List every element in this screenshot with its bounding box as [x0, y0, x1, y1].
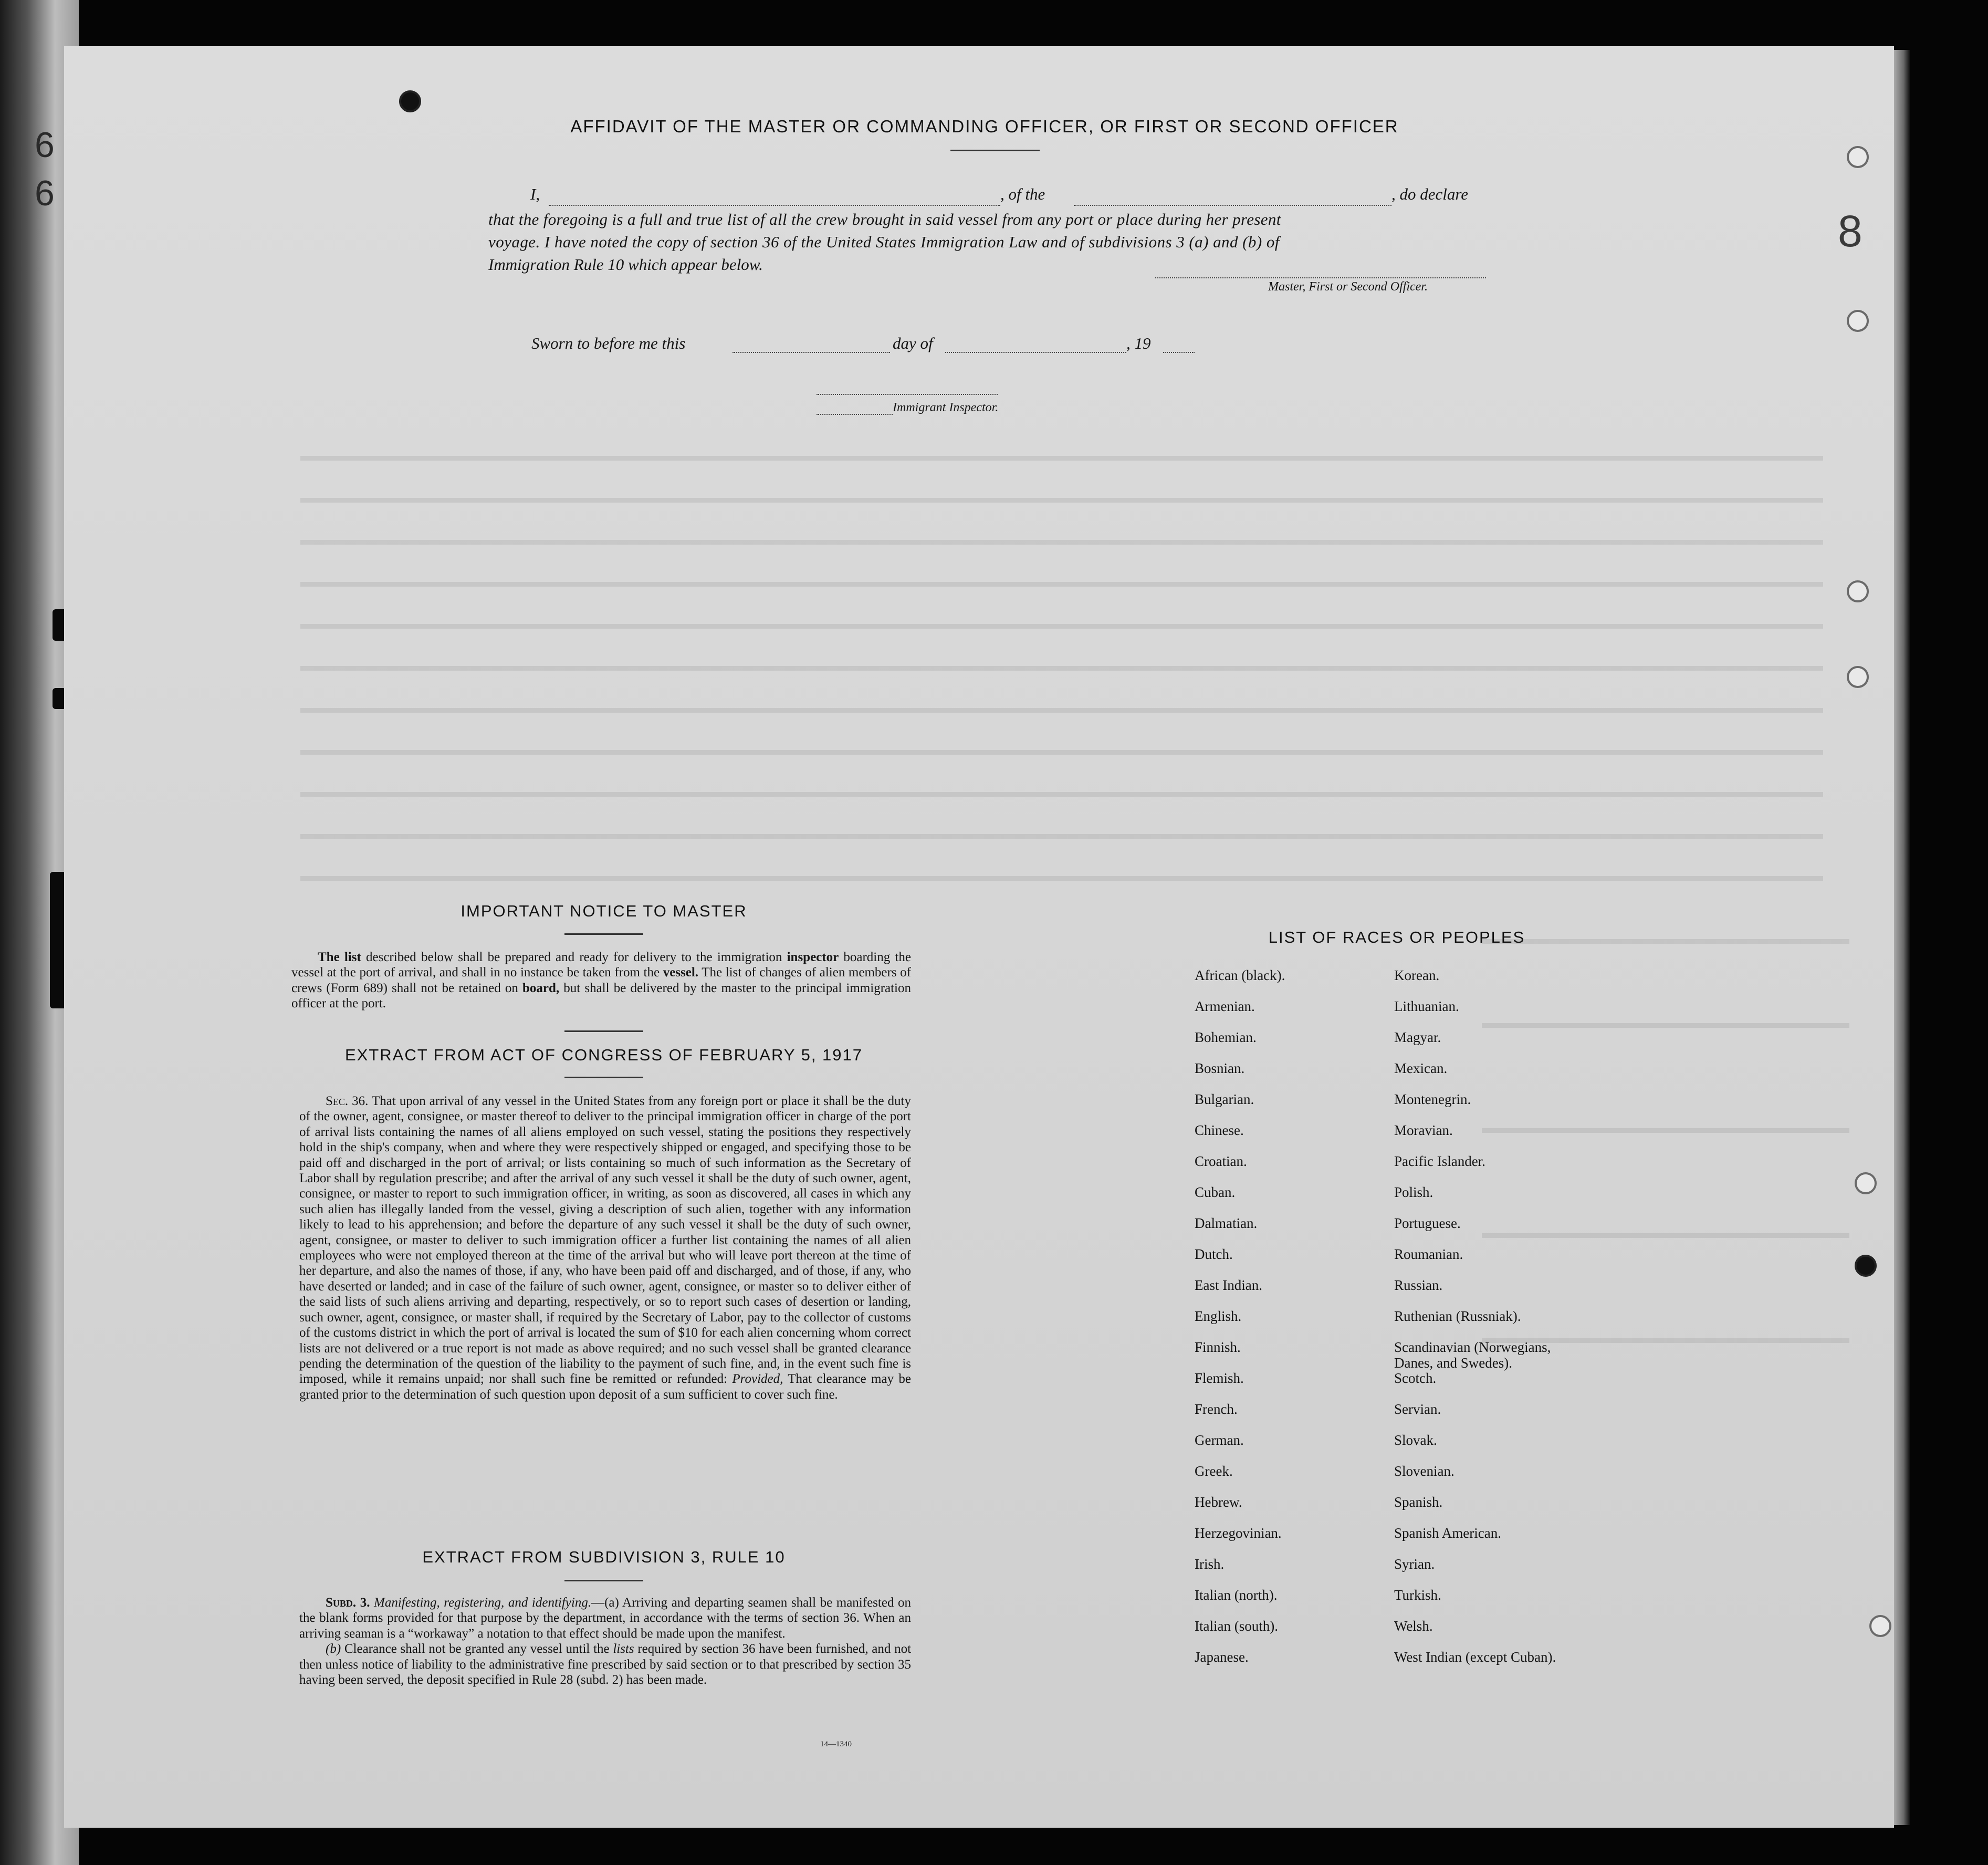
race-item: Slovak.	[1394, 1432, 1437, 1448]
race-item: Servian.	[1394, 1401, 1441, 1417]
race-item: Scotch.	[1394, 1370, 1437, 1386]
affidavit-declare: , do declare	[1391, 185, 1469, 203]
sworn-day-of: day of	[893, 334, 933, 352]
affidavit-of-the: , of the	[1000, 185, 1045, 203]
race-item: Chinese.	[1195, 1122, 1244, 1138]
rule-title: EXTRACT FROM SUBDIVISION 3, RULE 10	[422, 1548, 786, 1566]
race-item: German.	[1195, 1432, 1244, 1448]
bleed-through	[300, 666, 1823, 671]
race-item: Syrian.	[1394, 1556, 1435, 1572]
inspector-blank[interactable]	[817, 394, 998, 395]
race-item: Moravian.	[1394, 1122, 1453, 1138]
race-item: Bosnian.	[1195, 1060, 1245, 1076]
act-body: Sec. 36. That upon arrival of any vessel in the United States from any foreign port or place it shall be the duty of the owner, agent, consignee, or master thereof to deliver to the principal immigration officer in charge of the port of arrival lists containing the names of all aliens employed on such vessel, stating the positions they respectively hold in the ship's company, when and where they were respectively shipped or engaged, and specifying those to be paid off and discharged in the port of arrival; or lists containing so much of such information as the Secretary of Labor shall by regulation prescribe; and after the arrival of any such vessel it shall be the duty of such owner, agent, consignee, or master to report to such immigration officer, in writing, as soon as discovered, all cases in which any such alien has illegally landed from the vessel, giving a description of such alien, together with any information likely to lead to his apprehension; and before the departure of any such vessel it shall be the duty of such owner, agent, consignee, or master to deliver to such immigration officer a further list containing the names of all alien employees who were not employed thereon at the time of the arrival but who will leave port thereon at the time of her departure, and also the names of those, if any, who have been paid off and discharged, and of those, if any, who have deserted or landed; and in case of the failure of such owner, agent, consignee, or master so to deliver either of the said lists of such aliens arriving and departing, respectively, or so to report such cases of desertion or landing, such owner, agent, consignee, or master shall, if required by the Secretary of Labor, pay to the collector of customs of the customs district in which the port of arrival is located the sum of $10 for each alien concerning whom correct lists are not delivered or a true report is not made as above required; and no such vessel shall be granted clearance pending the determination of the question of the liability to the payment of such fine, and, in the event such fine is imposed, while it remains unpaid; nor shall such fine be remitted or refunded: Provided, That clearance may be granted prior to the determination of such question upon deposit of a sum sufficient to cover such fine.	[299, 1094, 911, 1402]
bleed-through	[300, 750, 1823, 755]
sworn-month-blank[interactable]	[945, 352, 1126, 353]
race-item: Bohemian.	[1195, 1029, 1257, 1045]
affidavit-line-2: that the foregoing is a full and true list of all the crew brought in said vessel from any port or place during her present	[488, 210, 1281, 228]
act-bottom-rule	[564, 1077, 643, 1078]
race-item: Italian (north).	[1195, 1587, 1278, 1603]
race-item: Mexican.	[1394, 1060, 1448, 1076]
bleed-through	[300, 792, 1823, 797]
bleed-through	[300, 708, 1823, 713]
race-item: Polish.	[1394, 1184, 1434, 1200]
punch-hole	[399, 90, 421, 112]
punch-hole	[1855, 1172, 1877, 1194]
race-item: Croatian.	[1195, 1153, 1247, 1169]
act-title: EXTRACT FROM ACT OF CONGRESS OF FEBRUARY 5, 1917	[344, 1046, 863, 1064]
race-item: Welsh.	[1394, 1618, 1433, 1634]
signature-caption: Master, First or Second Officer.	[1268, 280, 1428, 294]
right-margin-number: 8	[1838, 206, 1863, 256]
race-item: Spanish.	[1394, 1494, 1443, 1510]
bleed-through	[300, 456, 1823, 461]
left-margin-marks: 6 6	[35, 125, 55, 213]
race-item: Scandinavian (Norwegians, Danes, and Swedes).	[1394, 1339, 1551, 1371]
bleed-through	[300, 834, 1823, 839]
race-item: Roumanian.	[1394, 1246, 1463, 1262]
bleed-through	[300, 582, 1823, 587]
sworn-prefix: Sworn to before me this	[531, 334, 686, 352]
race-item: Ruthenian (Russniak).	[1394, 1308, 1521, 1324]
punch-hole	[1847, 666, 1869, 688]
race-item: Japanese.	[1195, 1649, 1249, 1665]
bleed-through	[300, 876, 1823, 881]
notice-title: IMPORTANT NOTICE TO MASTER	[461, 902, 747, 920]
title-rule	[950, 150, 1040, 151]
race-item: Lithuanian.	[1394, 998, 1459, 1014]
signature-blank[interactable]	[1155, 277, 1486, 278]
race-item: Magyar.	[1394, 1029, 1441, 1045]
inspector-caption: Immigrant Inspector.	[893, 401, 999, 414]
race-item: East Indian.	[1195, 1277, 1262, 1293]
race-item: Armenian.	[1195, 998, 1255, 1014]
rule-body: Subd. 3. Manifesting, registering, and identifying.—(a) Arriving and departing seamen shall be manifested on the blank forms provided for that purpose by the department, in accordance with the terms of section 36. When an arriving seaman is a “workaway” a notation to that effect should be made upon the manifest. (b) Clearance shall not be granted any vessel until the lists required by section 36 have been furnished, and not then unless notice of liability to the administrative fine prescribed by said section or to that prescribed by section 35 having been served, the deposit specified in Rule 28 (subd. 2) has been made.	[299, 1596, 912, 1687]
punch-hole	[1847, 146, 1869, 168]
race-item: Irish.	[1195, 1556, 1225, 1572]
race-item: French.	[1195, 1401, 1238, 1417]
inspector-blank-2[interactable]	[817, 414, 893, 415]
page-stack-edge	[1894, 50, 1910, 1825]
affidavit-title: AFFIDAVIT OF THE MASTER OR COMMANDING OFFICER, OR FIRST OR SECOND OFFICER	[570, 117, 1399, 136]
punch-hole	[1869, 1615, 1891, 1637]
race-item: Russian.	[1394, 1277, 1443, 1293]
bleed-through	[300, 498, 1823, 503]
bleed-through	[1482, 1233, 1849, 1238]
punch-hole	[1847, 580, 1869, 602]
race-item: Cuban.	[1195, 1184, 1236, 1200]
race-item: Bulgarian.	[1195, 1091, 1254, 1107]
race-item: Finnish.	[1195, 1339, 1241, 1355]
race-item: Slovenian.	[1394, 1463, 1455, 1479]
bleed-through	[300, 624, 1823, 629]
vessel-blank[interactable]	[1074, 205, 1391, 206]
affidavit-line-4: Immigration Rule 10 which appear below.	[488, 255, 763, 274]
race-item: West Indian (except Cuban).	[1394, 1649, 1556, 1665]
race-item: Pacific Islander.	[1394, 1153, 1485, 1169]
race-item: Montenegrin.	[1394, 1091, 1471, 1107]
race-item: Flemish.	[1195, 1370, 1244, 1386]
race-item: Greek.	[1195, 1463, 1233, 1479]
affidavit-line-3: voyage. I have noted the copy of section 36 of the United States Immigration Law and of subdivisions 3 (a) and (b) of	[488, 233, 1280, 251]
bleed-through	[300, 540, 1823, 545]
race-item: Turkish.	[1394, 1587, 1441, 1603]
sworn-year-blank[interactable]	[1163, 352, 1195, 353]
race-item: Dutch.	[1195, 1246, 1233, 1262]
races-title: LIST OF RACES OR PEOPLES	[1268, 928, 1525, 946]
bleed-through	[1482, 1128, 1849, 1133]
bleed-through	[1482, 1023, 1849, 1028]
race-item: English.	[1195, 1308, 1242, 1324]
race-item: Portuguese.	[1394, 1215, 1461, 1231]
affidavit-i: I,	[530, 185, 540, 203]
sworn-day-blank[interactable]	[733, 352, 890, 353]
sworn-year: , 19	[1126, 334, 1151, 352]
race-item: Herzegovinian.	[1195, 1525, 1282, 1541]
notice-body: The list described below shall be prepared and ready for delivery to the immigration inspector boarding the vessel at the port of arrival, and shall in no instance be taken from the vessel. The list of changes of alien members of crews (Form 689) shall not be retained on board, but shall be delivered by the master to the principal immigration officer at the port.	[291, 950, 912, 1011]
race-item: Korean.	[1394, 967, 1440, 983]
race-item: Italian (south).	[1195, 1618, 1278, 1634]
name-blank[interactable]	[549, 205, 1000, 206]
race-item: Hebrew.	[1195, 1494, 1242, 1510]
notice-rule	[564, 933, 643, 935]
race-item: Spanish American.	[1394, 1525, 1501, 1541]
race-item: African (black).	[1195, 967, 1285, 983]
form-number: 14—1340	[820, 1740, 852, 1748]
race-item: Dalmatian.	[1195, 1215, 1258, 1231]
act-top-rule	[564, 1030, 643, 1032]
punch-hole	[1855, 1255, 1877, 1277]
punch-hole	[1847, 310, 1869, 332]
rule-rule	[564, 1580, 643, 1581]
